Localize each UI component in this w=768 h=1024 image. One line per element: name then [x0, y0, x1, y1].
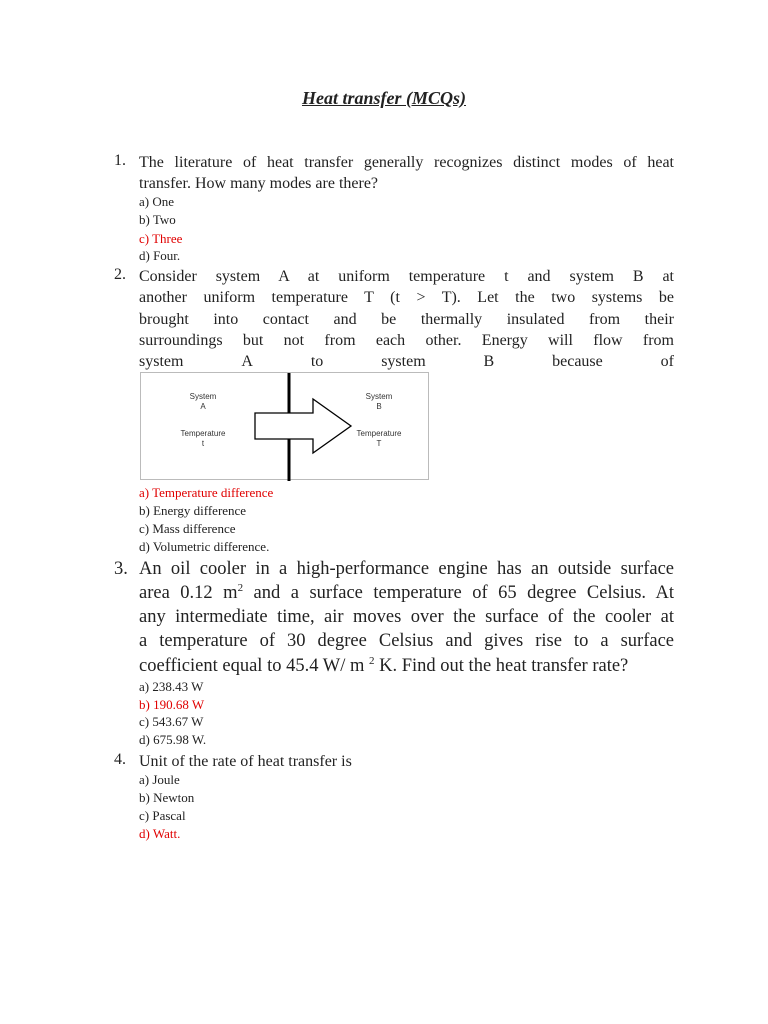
question-text-line: area 0.12 $m^2$ and a surface temperature of 65 degree Celsius. At	[139, 581, 675, 603]
question-text-line: Consider system A at uniform temperature t and system B at	[139, 268, 674, 285]
option-a: a) 238.43 W	[139, 679, 204, 694]
question-text-line: transfer. How many modes are there?	[139, 175, 379, 192]
heat-flow-diagram	[140, 372, 429, 480]
question-text-line: brought into contact and be thermally insulated from their	[139, 311, 674, 328]
word: of	[660, 353, 674, 370]
question-number: 1.	[114, 152, 126, 169]
system-a-label: System A	[189, 392, 217, 411]
question-text-line: a temperature of 30 degree Celsius and gives rise to a surface	[139, 631, 674, 651]
page-title: Heat transfer (MCQs)	[301, 88, 466, 108]
word: because	[552, 353, 603, 370]
word: A	[241, 353, 253, 370]
arrow-right-icon	[255, 399, 351, 453]
option-a: a) One	[139, 194, 175, 209]
question-number: 3.	[114, 559, 128, 579]
option-d-correct: d) Watt.	[139, 826, 181, 841]
option-c: c) 543.67 W	[139, 714, 204, 729]
question-text-line: coefficient equal to 45.4 W/ m $^2$ K. Find out the heat transfer rate?	[139, 654, 629, 676]
system-a-temperature: Temperature t	[180, 429, 226, 448]
option-b: b) Newton	[139, 790, 195, 805]
justified-line	[139, 351, 674, 372]
word: system	[139, 353, 184, 370]
word: to	[310, 353, 324, 370]
option-a: a) Joule	[139, 772, 180, 787]
option-c-correct: c) Three	[139, 231, 183, 246]
word: system	[381, 353, 426, 370]
option-c: c) Pascal	[139, 808, 186, 823]
question-number: 2.	[114, 266, 126, 283]
question-text-line	[139, 351, 674, 372]
question-text-line: surroundings but not from each other. Energy will flow from	[139, 332, 674, 349]
option-d: d) Four.	[139, 248, 181, 263]
option-c: c) Mass difference	[139, 521, 236, 536]
question-text-line: An oil cooler in a high-performance engine has an outside surface	[139, 559, 674, 579]
option-b: b) Two	[139, 212, 176, 227]
option-b: b) Energy difference	[139, 503, 247, 518]
option-d: d) 675.98 W.	[139, 732, 207, 747]
question-text-line: another uniform temperature T (t > T). Let the two systems be	[139, 289, 674, 306]
question-text-line: The literature of heat transfer generally recognizes distinct modes of heat	[139, 154, 674, 171]
system-b-label: System B	[365, 392, 393, 411]
question-text-line: any intermediate time, air moves over the surface of the cooler at	[139, 607, 674, 627]
option-a-correct: a) Temperature difference	[139, 485, 274, 500]
question-text-line: Unit of the rate of heat transfer is	[139, 753, 352, 770]
word: B	[483, 353, 495, 370]
question-number: 4.	[114, 751, 126, 768]
option-b-correct: b) 190.68 W	[139, 697, 205, 712]
option-d: d) Volumetric difference.	[139, 539, 270, 554]
system-b-temperature: Temperature T	[356, 429, 402, 448]
arrow-diagram-graphic	[141, 373, 430, 481]
